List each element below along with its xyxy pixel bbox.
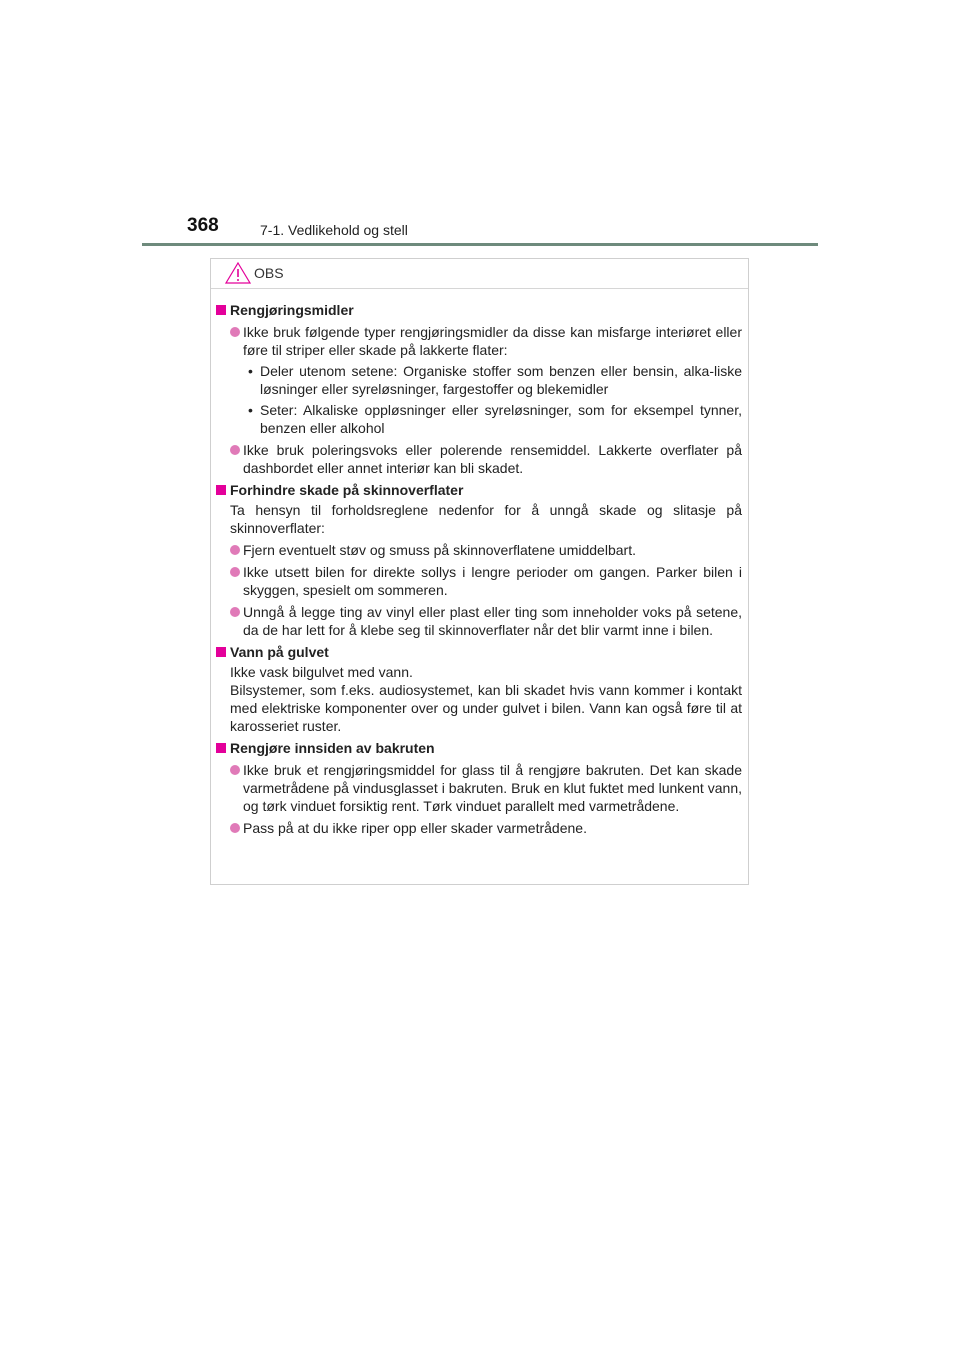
round-bullet-icon — [230, 445, 240, 455]
section-heading-leather: Forhindre skade på skinnoverflater — [216, 481, 742, 499]
page-number: 368 — [187, 215, 219, 236]
sub-list-item: • Seter: Alkaliske oppløsninger eller syreløsninger, som for eksempel tynner, benzen eller alkohol — [248, 402, 742, 436]
caution-box — [210, 258, 749, 885]
list-item: Pass på at du ikke riper opp eller skader varmetrådene. — [216, 819, 742, 837]
section-heading-cleaning-agents: Rengjøringsmidler — [216, 301, 742, 319]
paragraph: Ikke vask bilgulvet med vann. — [230, 664, 413, 680]
small-bullet-icon: • — [248, 402, 253, 418]
section-heading-rear-window: Rengjøre innsiden av bakruten — [216, 739, 742, 757]
paragraph: Ta hensyn til forholdsreglene nedenfor for å unngå skade og slitasje på skinnoverflater: — [230, 502, 742, 536]
section-heading-water-floor: Vann på gulvet — [216, 643, 742, 661]
caution-header — [211, 259, 748, 289]
list-item: Ikke utsett bilen for direkte sollys i lengre perioder om gangen. Parker bilen i skyggen, spesielt om sommeren. — [216, 563, 742, 599]
round-bullet-icon — [230, 567, 240, 577]
warning-triangle-icon — [225, 262, 251, 284]
list-item: Ikke bruk poleringsvoks eller polerende rensemiddel. Lakkerte overflater på dashbordet eller annet interiør kan bli skadet. — [216, 441, 742, 477]
square-bullet-icon — [216, 647, 226, 657]
list-item: Ikke bruk et rengjøringsmiddel for glass til å rengjøre bakruten. Det kan skade varmetrådene på vindusglasset i bakruten. Bruk en klut fuktet med lunkent vann, og tørk vinduet forsiktig rent. Tørk vinduet parallelt med varmetrådene. — [216, 761, 742, 815]
round-bullet-icon — [230, 607, 240, 617]
section-title: 7-1. Vedlikehold og stell — [260, 222, 408, 238]
small-bullet-icon: • — [248, 363, 253, 379]
list-item: Ikke bruk følgende typer rengjøringsmidler da disse kan misfarge interiøret eller føre til striper eller skade på lakkerte flater: — [216, 323, 742, 359]
list-item: Unngå å legge ting av vinyl eller plast eller ting som inneholder voks på setene, da de har lett for å klebe seg til skinnoverflater når det blir varmt inne i bilen. — [216, 603, 742, 639]
paragraph: Bilsystemer, som f.eks. audiosystemet, kan bli skadet hvis vann kommer i kontakt med elektriske komponenter over og under gulvet i bilen. Vann kan også føre til at karosseriet ruster. — [230, 682, 742, 734]
caution-label: OBS — [254, 265, 284, 281]
header-rule — [142, 243, 818, 246]
list-item: Fjern eventuelt støv og smuss på skinnoverflatene umiddelbart. — [216, 541, 742, 559]
caution-body — [211, 289, 748, 837]
round-bullet-icon — [230, 823, 240, 833]
square-bullet-icon — [216, 743, 226, 753]
square-bullet-icon — [216, 485, 226, 495]
sub-list-item: • Deler utenom setene: Organiske stoffer som benzen eller bensin, alka-liske løsninger eller syreløsninger, fargestoffer og blekemidler — [248, 363, 742, 397]
round-bullet-icon — [230, 545, 240, 555]
round-bullet-icon — [230, 327, 240, 337]
round-bullet-icon — [230, 765, 240, 775]
square-bullet-icon — [216, 305, 226, 315]
